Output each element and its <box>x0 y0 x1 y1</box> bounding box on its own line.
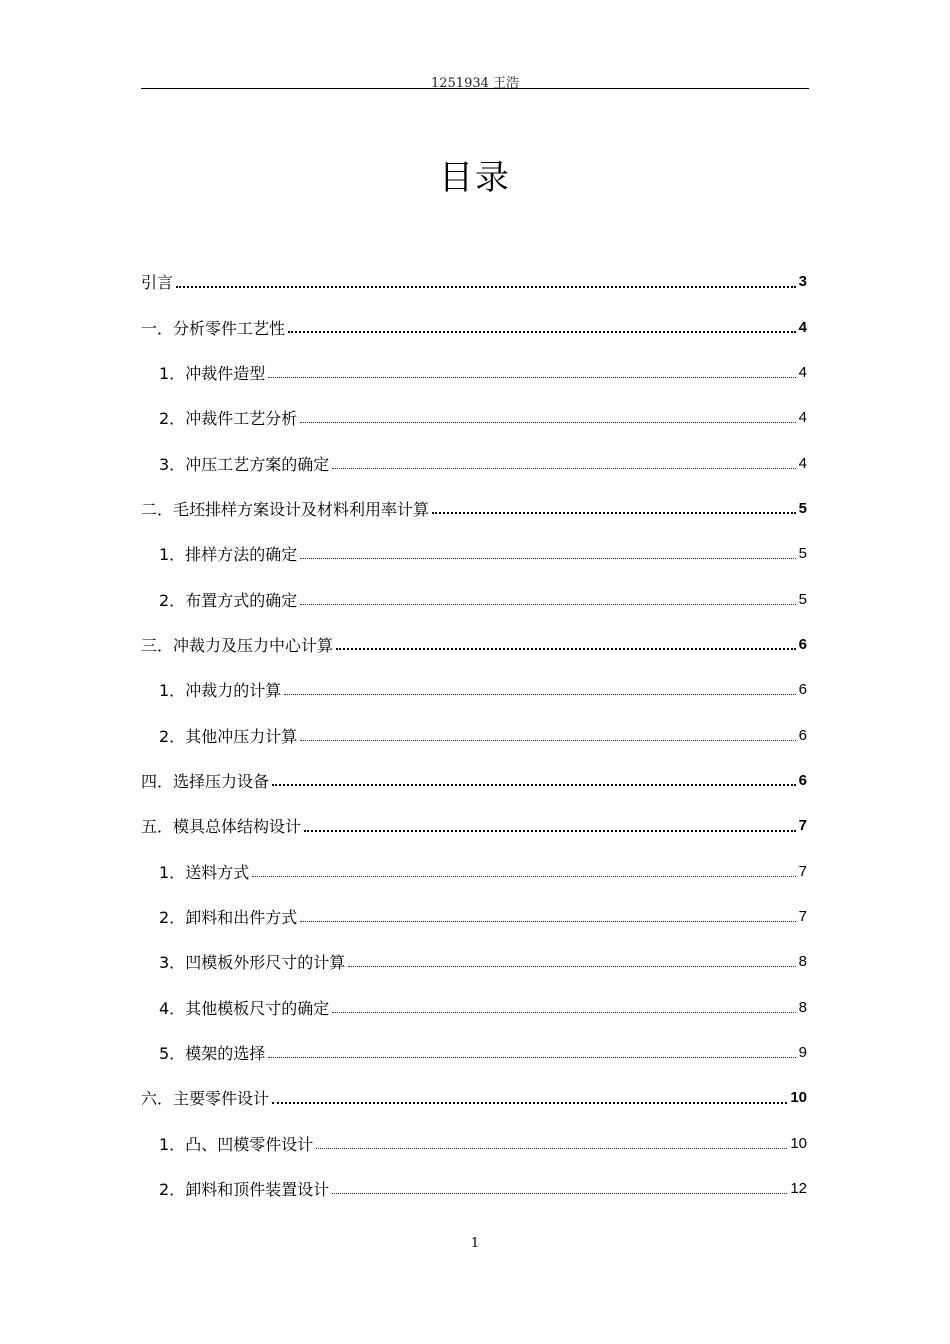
toc-dot-leader <box>176 286 796 288</box>
toc-entry[interactable] <box>141 1075 807 1120</box>
toc-entry-text: 冲裁力及压力中心计算 <box>173 635 334 655</box>
toc-entry-number: 1． <box>159 681 186 701</box>
toc-entry[interactable] <box>141 395 807 440</box>
toc-entry-text: 凸、凹模零件设计 <box>185 1134 314 1154</box>
toc-dot-leader <box>272 784 796 786</box>
toc-entry[interactable] <box>141 486 807 531</box>
toc-entry[interactable] <box>141 848 807 893</box>
toc-entry-text: 其他模板尺寸的确定 <box>185 998 330 1018</box>
toc-dot-leader <box>284 694 795 695</box>
toc-entry-number: 1． <box>159 862 186 882</box>
toc-page-number: 4 <box>798 409 807 427</box>
toc-dot-leader <box>300 558 795 559</box>
toc-dot-leader <box>300 921 795 922</box>
toc-entry-number: 5． <box>159 1044 186 1064</box>
table-of-contents <box>141 259 807 1211</box>
toc-entry-number: 2． <box>159 1180 186 1200</box>
toc-entry-text: 冲压工艺方案的确定 <box>185 454 330 474</box>
toc-page-number: 4 <box>798 454 807 472</box>
toc-page-number: 5 <box>798 590 807 608</box>
toc-dot-leader <box>272 1102 787 1104</box>
toc-entry[interactable] <box>141 304 807 349</box>
toc-entry-number: 3． <box>159 953 186 973</box>
toc-entry-text: 分析零件工艺性 <box>173 318 286 338</box>
toc-entry-number: 4． <box>159 998 186 1018</box>
toc-entry[interactable] <box>141 894 807 939</box>
header-rule <box>141 88 809 89</box>
toc-page-number: 10 <box>790 1134 807 1152</box>
toc-entry-text: 布置方式的确定 <box>185 590 298 610</box>
toc-entry[interactable] <box>141 758 807 803</box>
toc-title: 目录 <box>439 158 511 198</box>
toc-entry[interactable] <box>141 1166 807 1211</box>
toc-entry-text: 凹模板外形尺寸的计算 <box>185 953 346 973</box>
toc-page-number: 7 <box>798 907 807 925</box>
toc-entry[interactable] <box>141 667 807 712</box>
toc-entry-number: 1． <box>159 545 186 565</box>
toc-entry-text: 毛坯排样方案设计及材料利用率计算 <box>173 499 430 519</box>
toc-entry[interactable] <box>141 259 807 304</box>
toc-entry-text: 模具总体结构设计 <box>173 817 302 837</box>
toc-page-number: 7 <box>798 862 807 880</box>
toc-entry-number: 一． <box>141 318 174 338</box>
toc-entry-text: 卸料和出件方式 <box>185 907 298 927</box>
toc-entry-text: 卸料和顶件装置设计 <box>185 1180 330 1200</box>
page-header: 1251934 王浩 <box>430 76 520 91</box>
toc-dot-leader <box>288 331 796 333</box>
page-number: 1 <box>470 1236 480 1251</box>
toc-entry-number: 二． <box>141 499 174 519</box>
toc-entry[interactable] <box>141 531 807 576</box>
toc-entry-number: 1． <box>159 363 186 383</box>
toc-dot-leader <box>432 512 796 514</box>
toc-dot-leader <box>332 1012 795 1013</box>
toc-entry-number: 六． <box>141 1089 174 1109</box>
toc-dot-leader <box>348 966 795 967</box>
toc-dot-leader <box>300 604 795 605</box>
toc-entry[interactable] <box>141 939 807 984</box>
toc-entry-number: 2． <box>159 907 186 927</box>
toc-entry-number: 三． <box>141 635 174 655</box>
toc-page-number: 4 <box>798 318 807 336</box>
toc-dot-leader <box>332 468 795 469</box>
toc-page-number: 6 <box>798 771 807 789</box>
toc-entry-number: 2． <box>159 590 186 610</box>
toc-entry[interactable] <box>141 985 807 1030</box>
toc-entry-number: 2． <box>159 726 186 746</box>
toc-dot-leader <box>332 1193 787 1194</box>
toc-entry-text: 送料方式 <box>185 862 250 882</box>
toc-page-number: 5 <box>798 545 807 563</box>
toc-entry-number: 2． <box>159 409 186 429</box>
toc-page-number: 9 <box>798 1044 807 1062</box>
toc-entry-text: 引言 <box>141 273 174 293</box>
toc-entry-number: 3． <box>159 454 186 474</box>
toc-entry[interactable] <box>141 440 807 485</box>
toc-dot-leader <box>268 1057 795 1058</box>
toc-entry-text: 冲裁件工艺分析 <box>185 409 298 429</box>
toc-dot-leader <box>300 422 795 423</box>
toc-page-number: 12 <box>790 1180 807 1198</box>
toc-entry[interactable] <box>141 576 807 621</box>
toc-entry[interactable] <box>141 1121 807 1166</box>
toc-entry[interactable] <box>141 712 807 757</box>
toc-entry-text: 其他冲压力计算 <box>185 726 298 746</box>
toc-entry-text: 排样方法的确定 <box>185 545 298 565</box>
toc-dot-leader <box>300 740 795 741</box>
toc-page-number: 8 <box>798 998 807 1016</box>
toc-page-number: 5 <box>798 499 807 517</box>
toc-entry-text: 冲裁力的计算 <box>185 681 282 701</box>
toc-entry-text: 选择压力设备 <box>173 771 270 791</box>
toc-entry[interactable] <box>141 622 807 667</box>
toc-entry-text: 模架的选择 <box>185 1044 266 1064</box>
toc-dot-leader <box>268 377 795 378</box>
toc-entry-number: 1． <box>159 1134 186 1154</box>
toc-entry[interactable] <box>141 803 807 848</box>
toc-page-number: 10 <box>790 1089 807 1107</box>
toc-page-number: 6 <box>798 726 807 744</box>
toc-entry-number: 五． <box>141 817 174 837</box>
toc-entry-text: 冲裁件造型 <box>185 363 266 383</box>
toc-entry-number: 四． <box>141 771 174 791</box>
toc-dot-leader <box>304 830 796 832</box>
toc-page-number: 6 <box>798 635 807 653</box>
toc-dot-leader <box>316 1148 787 1149</box>
toc-dot-leader <box>336 648 796 650</box>
toc-page-number: 4 <box>798 363 807 381</box>
toc-page-number: 6 <box>798 681 807 699</box>
toc-entry-text: 主要零件设计 <box>173 1089 270 1109</box>
toc-entry[interactable] <box>141 350 807 395</box>
toc-page-number: 7 <box>798 817 807 835</box>
toc-dot-leader <box>252 876 795 877</box>
toc-page-number: 3 <box>798 273 807 291</box>
toc-page-number: 8 <box>798 953 807 971</box>
toc-entry[interactable] <box>141 1030 807 1075</box>
